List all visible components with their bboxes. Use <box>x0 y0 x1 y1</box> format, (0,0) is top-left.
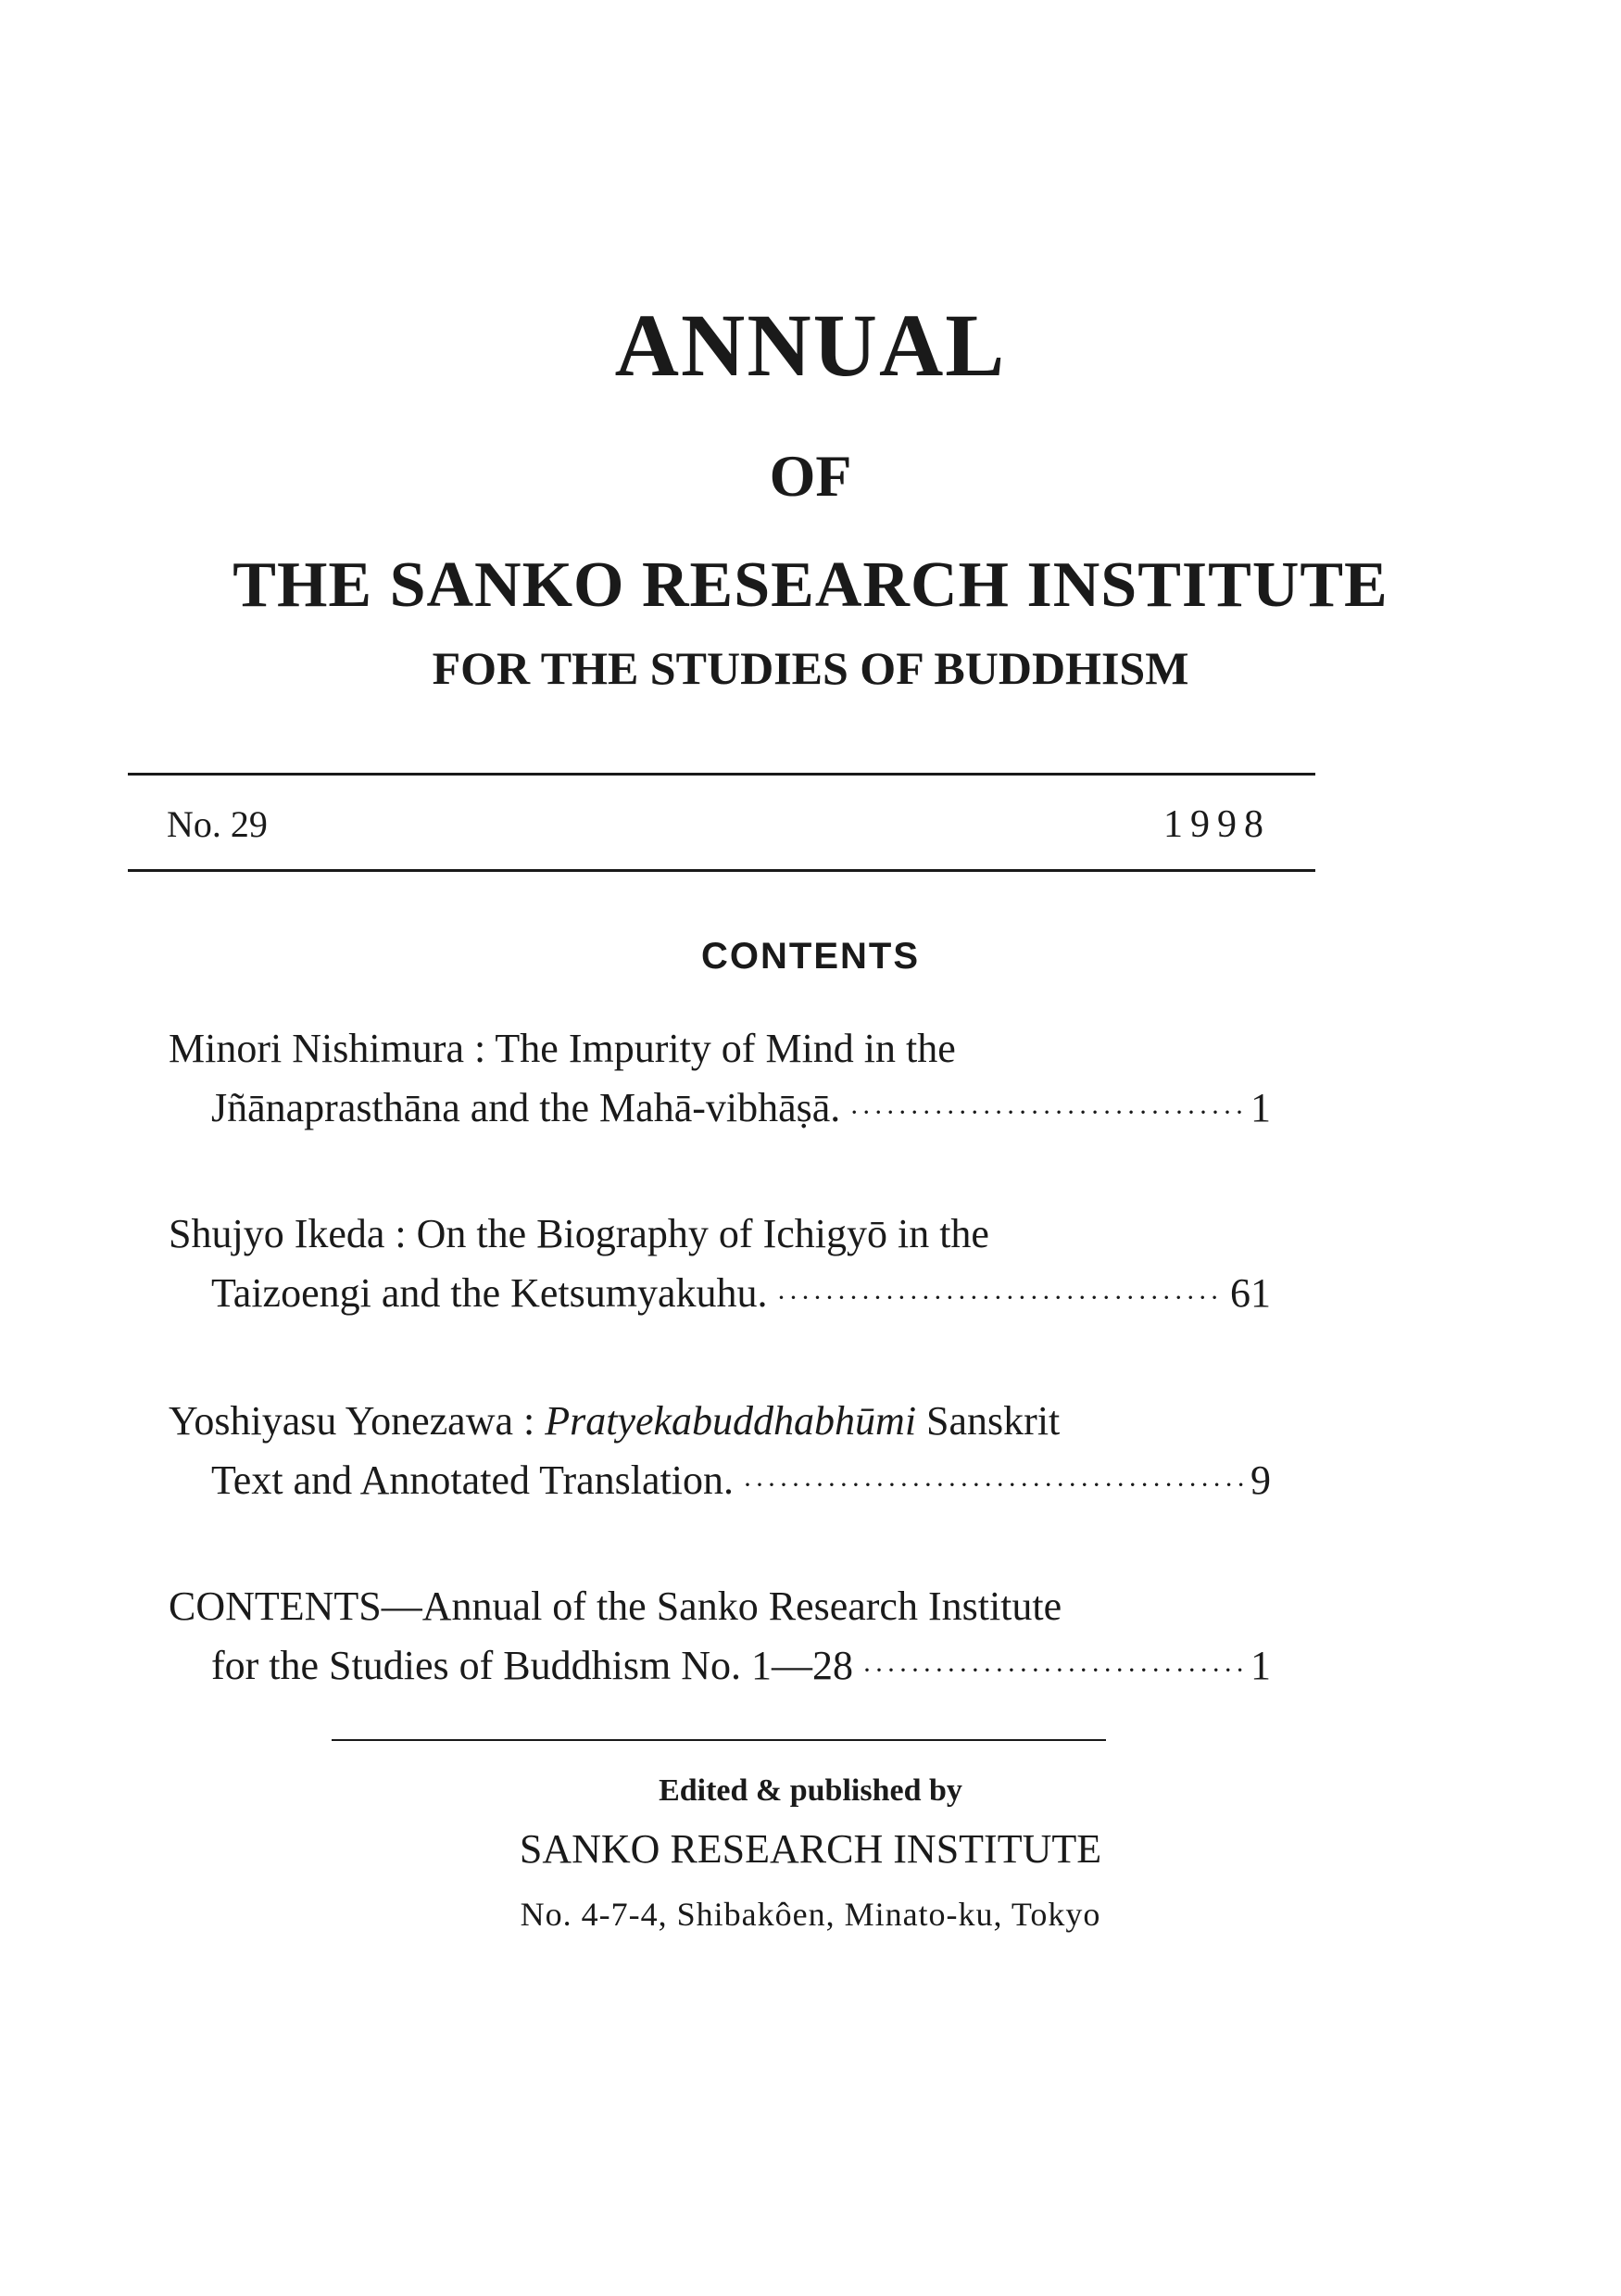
title-subtitle: FOR THE STUDIES OF BUDDHISM <box>432 642 1189 694</box>
title-annual: ANNUAL <box>614 296 1007 395</box>
toc-entry-2-title: Shujyo Ikeda : On the Biography of Ichigyō in the <box>169 1211 989 1256</box>
toc-entry-3-subtitle: Text and Annotated Translation. <box>211 1457 734 1503</box>
toc-entry-3-title <box>169 1392 1271 1451</box>
toc-entry-1 <box>169 1019 1271 1142</box>
toc-entry-4-page: 1 <box>1250 1643 1271 1688</box>
toc-entry-2-page: 61 <box>1230 1270 1271 1316</box>
toc-entry-3-title-rest: Sanskrit <box>916 1398 1061 1444</box>
toc-entry-3-page: 9 <box>1250 1457 1271 1503</box>
toc-entry-3-author: Yoshiyasu Yonezawa : <box>169 1398 546 1444</box>
top-rule <box>128 773 1315 776</box>
middle-rule <box>128 869 1315 872</box>
toc-entry-2-subtitle: Taizoengi and the Ketsumyakuhu. <box>211 1270 768 1316</box>
publisher-address: No. 4-7-4, Shibakôen, Minato-ku, Tokyo <box>520 1896 1101 1933</box>
toc-entry-1-continuation <box>169 1079 1271 1142</box>
issue-year: 1998 <box>1163 803 1271 846</box>
toc-entry-3-continuation <box>169 1451 1271 1515</box>
toc-entry-1-subtitle: Jñānaprasthāna and the Mahā-vibhāṣā. <box>211 1085 841 1130</box>
toc-entry-4 <box>169 1577 1271 1700</box>
toc-entry-1-page: 1 <box>1250 1085 1271 1130</box>
title-of: OF <box>769 443 852 509</box>
toc-leader-dots <box>743 1456 1245 1515</box>
issue-number: No. 29 <box>167 803 268 845</box>
toc-entry-2 <box>169 1205 1271 1328</box>
bottom-rule <box>332 1739 1106 1741</box>
toc-entry-4-title: CONTENTS—Annual of the Sanko Research Institute <box>169 1583 1062 1629</box>
toc-entry-4-continuation <box>169 1636 1271 1700</box>
contents-heading: CONTENTS <box>701 936 920 977</box>
publisher-name: SANKO RESEARCH INSTITUTE <box>519 1826 1102 1872</box>
title-institute: THE SANKO RESEARCH INSTITUTE <box>232 549 1389 621</box>
toc-entry-4-subtitle: for the Studies of Buddhism No. 1—28 <box>211 1643 853 1688</box>
toc-entry-1-title: Minori Nishimura : The Impurity of Mind in the <box>169 1026 956 1071</box>
toc-entry-2-continuation <box>169 1264 1271 1328</box>
toc-leader-dots <box>862 1641 1245 1700</box>
toc-leader-dots <box>849 1083 1245 1142</box>
toc-leader-dots <box>777 1268 1225 1328</box>
toc-entry-3 <box>169 1392 1271 1515</box>
toc-entry-3-italic-title: Pratyekabuddhabhūmi <box>545 1398 917 1444</box>
publisher-label: Edited & published by <box>659 1773 962 1808</box>
